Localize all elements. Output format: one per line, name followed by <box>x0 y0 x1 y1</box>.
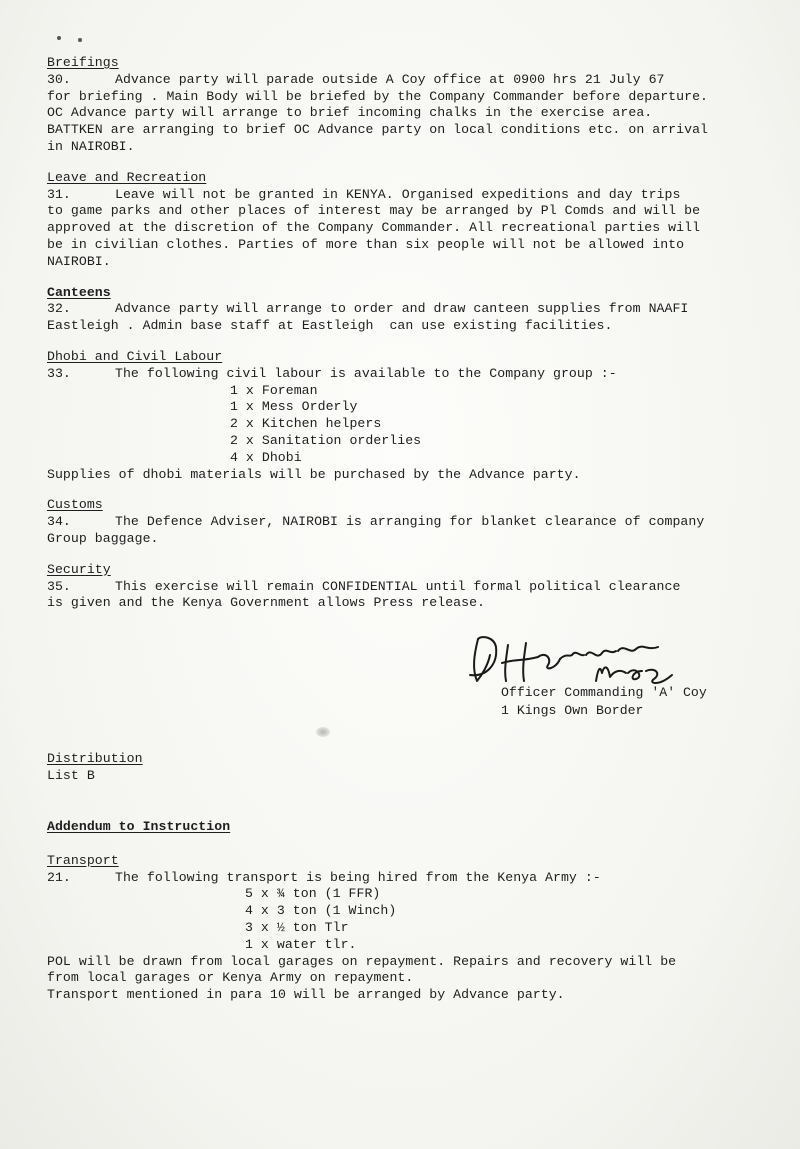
paragraph-line: OC Advance party will arrange to brief incoming chalks in the exercise area. <box>47 105 653 121</box>
section-heading: Transport <box>47 852 119 868</box>
paragraph-text: The Defence Adviser, NAIROBI is arranging for blanket clearance of company <box>115 514 705 530</box>
signatory-unit: 1 Kings Own Border <box>501 703 644 718</box>
distribution-heading: Distribution <box>47 751 143 766</box>
document-body <box>47 55 767 626</box>
paragraph-number: 30. <box>47 71 71 87</box>
labour-item: 4 x Dhobi <box>230 449 302 465</box>
labour-item: 1 x Mess Orderly <box>230 399 358 415</box>
paragraph-line: Supplies of dhobi materials will be purchased by the Advance party. <box>47 466 581 482</box>
paragraph-line: Transport mentioned in para 10 will be arranged by Advance party. <box>47 987 565 1003</box>
paragraph-text: The following civil labour is available to the Company group :- <box>115 365 617 381</box>
punch-hole-mark <box>78 38 82 42</box>
paragraph-line: is given and the Kenya Government allows Press release. <box>47 595 486 611</box>
transport-item: 3 x ½ ton Tlr <box>245 919 349 935</box>
paragraph-line: Eastleigh . Admin base staff at Eastleigh can use existing facilities. <box>47 318 613 334</box>
section-heading: Leave and Recreation <box>47 169 207 185</box>
section-heading: Customs <box>47 497 103 513</box>
ink-smudge <box>316 727 330 737</box>
paragraph-line <box>47 870 767 887</box>
addendum-block <box>47 819 767 1004</box>
section-security <box>47 562 767 612</box>
paragraph-number: 33. <box>47 365 71 381</box>
section-heading: Dhobi and Civil Labour <box>47 348 223 364</box>
paragraph-text: The following transport is being hired from the Kenya Army :- <box>115 869 601 885</box>
paragraph-line: BATTKEN are arranging to brief OC Advance party on local conditions etc. on arrival <box>47 122 708 138</box>
paragraph-line: POL will be drawn from local garages on repayment. Repairs and recovery will be <box>47 953 677 969</box>
paragraph-text: Advance party will arrange to order and draw canteen supplies from NAAFI <box>115 301 689 317</box>
paragraph-number: 35. <box>47 578 71 594</box>
section-leave-recreation <box>47 170 767 271</box>
paragraph-text: Leave will not be granted in KENYA. Organised expeditions and day trips <box>115 186 681 202</box>
section-customs <box>47 497 767 547</box>
distribution-value: List B <box>47 767 95 783</box>
paragraph-line: Group baggage. <box>47 530 159 546</box>
signature-block <box>468 625 768 725</box>
paragraph-line <box>47 72 767 89</box>
paragraph-number: 31. <box>47 186 71 202</box>
transport-item: 4 x 3 ton (1 Winch) <box>245 903 397 919</box>
distribution-block <box>47 751 767 785</box>
paragraph-line: be in civilian clothes. Parties of more than six people will not be allowed into <box>47 236 685 252</box>
paragraph-line <box>47 579 767 596</box>
paragraph-line <box>47 187 767 204</box>
paragraph-line: to game parks and other places of interest may be arranged by Pl Comds and will be <box>47 203 701 219</box>
paragraph-line <box>47 514 767 531</box>
section-heading: Canteens <box>47 284 111 300</box>
paragraph-line <box>47 366 767 383</box>
paragraph-text: Advance party will parade outside A Coy office at 0900 hrs 21 July 67 <box>115 71 665 87</box>
labour-item: 2 x Kitchen helpers <box>230 416 382 432</box>
section-canteens <box>47 285 767 335</box>
transport-item: 5 x ¾ ton (1 FFR) <box>245 886 381 902</box>
labour-item: 1 x Foreman <box>230 382 318 398</box>
section-dhobi-civil-labour <box>47 349 767 483</box>
paragraph-number: 21. <box>47 869 71 885</box>
paragraph-line: for briefing . Main Body will be briefed by the Company Commander before departure. <box>47 88 708 104</box>
paragraph-line <box>47 301 767 318</box>
paragraph-line: approved at the discretion of the Company Commander. All recreational parties will <box>47 220 701 236</box>
section-heading: Breifings <box>47 55 119 70</box>
paragraph-number: 34. <box>47 514 71 530</box>
signatory-title: Officer Commanding 'A' Coy <box>501 685 707 700</box>
addendum-heading: Addendum to Instruction <box>47 819 231 834</box>
section-heading: Security <box>47 561 111 577</box>
paragraph-number: 32. <box>47 301 71 317</box>
paragraph-line: in NAIROBI. <box>47 138 135 154</box>
section-briefings <box>47 55 767 156</box>
paragraph-text: This exercise will remain CONFIDENTIAL until formal political clearance <box>115 578 681 594</box>
transport-item: 1 x water tlr. <box>245 936 357 952</box>
punch-hole-mark <box>57 36 61 40</box>
labour-item: 2 x Sanitation orderlies <box>230 432 422 448</box>
paragraph-line: from local garages or Kenya Army on repayment. <box>47 970 414 986</box>
paragraph-line: NAIROBI. <box>47 253 111 269</box>
